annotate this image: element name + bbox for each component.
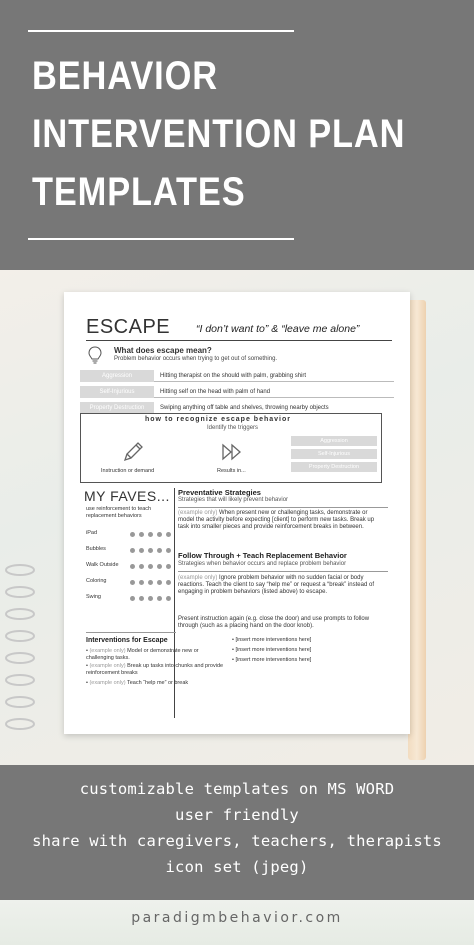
rating-dot: [139, 580, 144, 585]
rating-dot: [166, 596, 171, 601]
follow-through-text: [178, 575, 384, 597]
rating-dot: [130, 596, 135, 601]
fave-row: [86, 546, 176, 556]
notebook-spiral-decoration: [0, 560, 40, 760]
header-top-rule: [28, 30, 294, 32]
feature-line: icon set (jpeg): [165, 858, 309, 876]
feature-line: user friendly: [175, 806, 299, 824]
rating-dot: [157, 564, 162, 569]
triggers-subtitle: Identify the triggers: [207, 425, 259, 431]
header-title-line-1: BEHAVIOR: [32, 54, 218, 98]
preventative-subheading: Strategies that will likely prevent behavior: [178, 497, 289, 503]
rating-dot: [157, 548, 162, 553]
lightbulb-icon: [88, 346, 102, 364]
triggers-title: how to recognize escape behavior: [145, 416, 291, 423]
behavior-description: Hitting therapist on the should with palm, grabbing shirt: [160, 373, 307, 379]
rating-dot: [130, 580, 135, 585]
row-rule: [154, 397, 394, 398]
header-title-line-2: INTERVENTION PLAN: [32, 112, 406, 156]
rating-dot: [166, 580, 171, 585]
behavior-label: Aggression: [80, 370, 154, 382]
rating-dot: [139, 564, 144, 569]
rating-dot: [166, 548, 171, 553]
placeholder-text: [insert more interventions here]: [235, 657, 312, 663]
intervention-placeholder: • [insert more interventions here]: [232, 647, 312, 653]
pencil-icon: [121, 440, 145, 464]
fave-row: [86, 578, 176, 588]
intervention-placeholder: • [insert more interventions here]: [232, 657, 312, 663]
triggers-box: [80, 413, 382, 483]
preventative-body: When present new or challenging tasks, demonstrate or model the activity before expecting [client] to perform new tasks. Break up task into smaller pieces and provide reinforcement breaks in between.: [178, 510, 375, 531]
placeholder-text: [insert more interventions here]: [235, 637, 312, 643]
intervention-text: Break up tasks into chunks and provide reinforcement breaks: [86, 663, 224, 676]
rating-dot: [148, 548, 153, 553]
example-tag: (example only): [89, 648, 126, 654]
row-rule: [154, 381, 394, 382]
intervention-item: • (example only) Model or demonstrate new or challenging tasks.: [86, 648, 199, 661]
rating-dot: [130, 564, 135, 569]
rating-dot: [157, 596, 162, 601]
rating-dot: [148, 564, 153, 569]
header-bottom-rule: [28, 238, 294, 240]
intervention-item: • (example only) Teach “help me” or break: [86, 680, 189, 686]
example-tag: (example only): [178, 575, 218, 581]
rating-dot: [148, 580, 153, 585]
fast-forward-icon: [221, 443, 243, 461]
example-tag: (example only): [178, 510, 218, 516]
intervention-text: Teach “help me” or break: [126, 680, 189, 686]
fave-row: [86, 562, 176, 572]
follow-through-heading: Follow Through + Teach Replacement Behavior: [178, 551, 347, 560]
example-tag: (example only): [89, 680, 126, 686]
question-heading: What does escape mean?: [114, 346, 212, 355]
behavior-description: Hitting self on the head with palm of hand: [160, 389, 271, 395]
rating-dot: [139, 596, 144, 601]
rating-dot: [166, 532, 171, 537]
interventions-heading: Interventions for Escape: [86, 637, 168, 644]
title-rule: [86, 340, 392, 341]
rating-dot: [157, 580, 162, 585]
header-title-line-3: TEMPLATES: [32, 170, 246, 214]
section-rule: [178, 507, 388, 508]
rating-dot: [130, 548, 135, 553]
fave-label: Swing: [86, 594, 101, 600]
placeholder-text: [insert more interventions here]: [235, 647, 312, 653]
question-definition: Problem behavior occurs when trying to get out of something.: [114, 356, 278, 362]
feature-line: share with caregivers, teachers, therapists: [32, 832, 442, 850]
rating-dot: [166, 564, 171, 569]
website-link[interactable]: paradigmbehavior.com: [131, 910, 343, 926]
section-rule: [178, 571, 388, 572]
rating-dot: [139, 532, 144, 537]
rating-dot: [139, 548, 144, 553]
preventative-heading: Preventative Strategies: [178, 488, 261, 497]
rating-dot: [130, 532, 135, 537]
preventative-text: [178, 510, 384, 532]
fave-row: [86, 530, 176, 540]
rating-dot: [148, 532, 153, 537]
document-sheet: [64, 292, 410, 734]
fave-row: [86, 594, 176, 604]
intervention-text: Model or demonstrate new or challenging tasks.: [86, 648, 199, 661]
example-tag: (example only): [89, 663, 126, 669]
result-label: Aggression: [291, 436, 377, 446]
fave-label: Walk Outside: [86, 562, 119, 568]
behavior-label: Self-Injurious: [80, 386, 154, 398]
intervention-item: • (example only) Break up tasks into chunks and provide reinforcement breaks: [86, 663, 224, 676]
header-band: [0, 0, 474, 270]
result-label: Self-Injurious: [291, 449, 377, 459]
behavior-label: Property Destruction: [80, 402, 154, 414]
result-label: Property Destruction: [291, 462, 377, 472]
follow-through-subheading: Strategies when behavior occurs and replace problem behavior: [178, 561, 347, 567]
trigger-input-label: Instruction or demand: [101, 468, 155, 474]
faves-subtitle: use reinforcement to teach replacement behaviors: [86, 506, 152, 519]
document-quote: “I don’t want to” & “leave me alone”: [196, 323, 360, 335]
trigger-result-label: Results in...: [217, 468, 246, 474]
behavior-row: [80, 370, 394, 382]
document-title: ESCAPE: [86, 316, 171, 338]
behavior-row: [80, 386, 394, 398]
behavior-description: Swiping anything off table and shelves, throwing nearby objects: [160, 405, 329, 411]
rating-dot: [148, 596, 153, 601]
fave-label: iPad: [86, 530, 98, 536]
pencil-decoration: [408, 300, 426, 760]
fave-label: Bubbles: [86, 546, 106, 552]
follow-through-body: Ignore problem behavior with no sudden facial or body reactions. Teach the client to say “help me” or request a “break” instead of engaging in problem behaviors (listed above) to escape.: [178, 575, 374, 596]
follow-through-text-2: Present instruction again (e.g. close the door) and use prompts to follow through (such as a placing hand on the door knob).: [178, 616, 370, 630]
rating-dot: [157, 532, 162, 537]
intervention-placeholder: • [insert more interventions here]: [232, 637, 312, 643]
interventions-rule: [86, 632, 176, 633]
faves-title: MY FAVES...: [84, 488, 170, 504]
fave-label: Coloring: [86, 578, 107, 584]
feature-line: customizable templates on MS WORD: [79, 780, 395, 798]
